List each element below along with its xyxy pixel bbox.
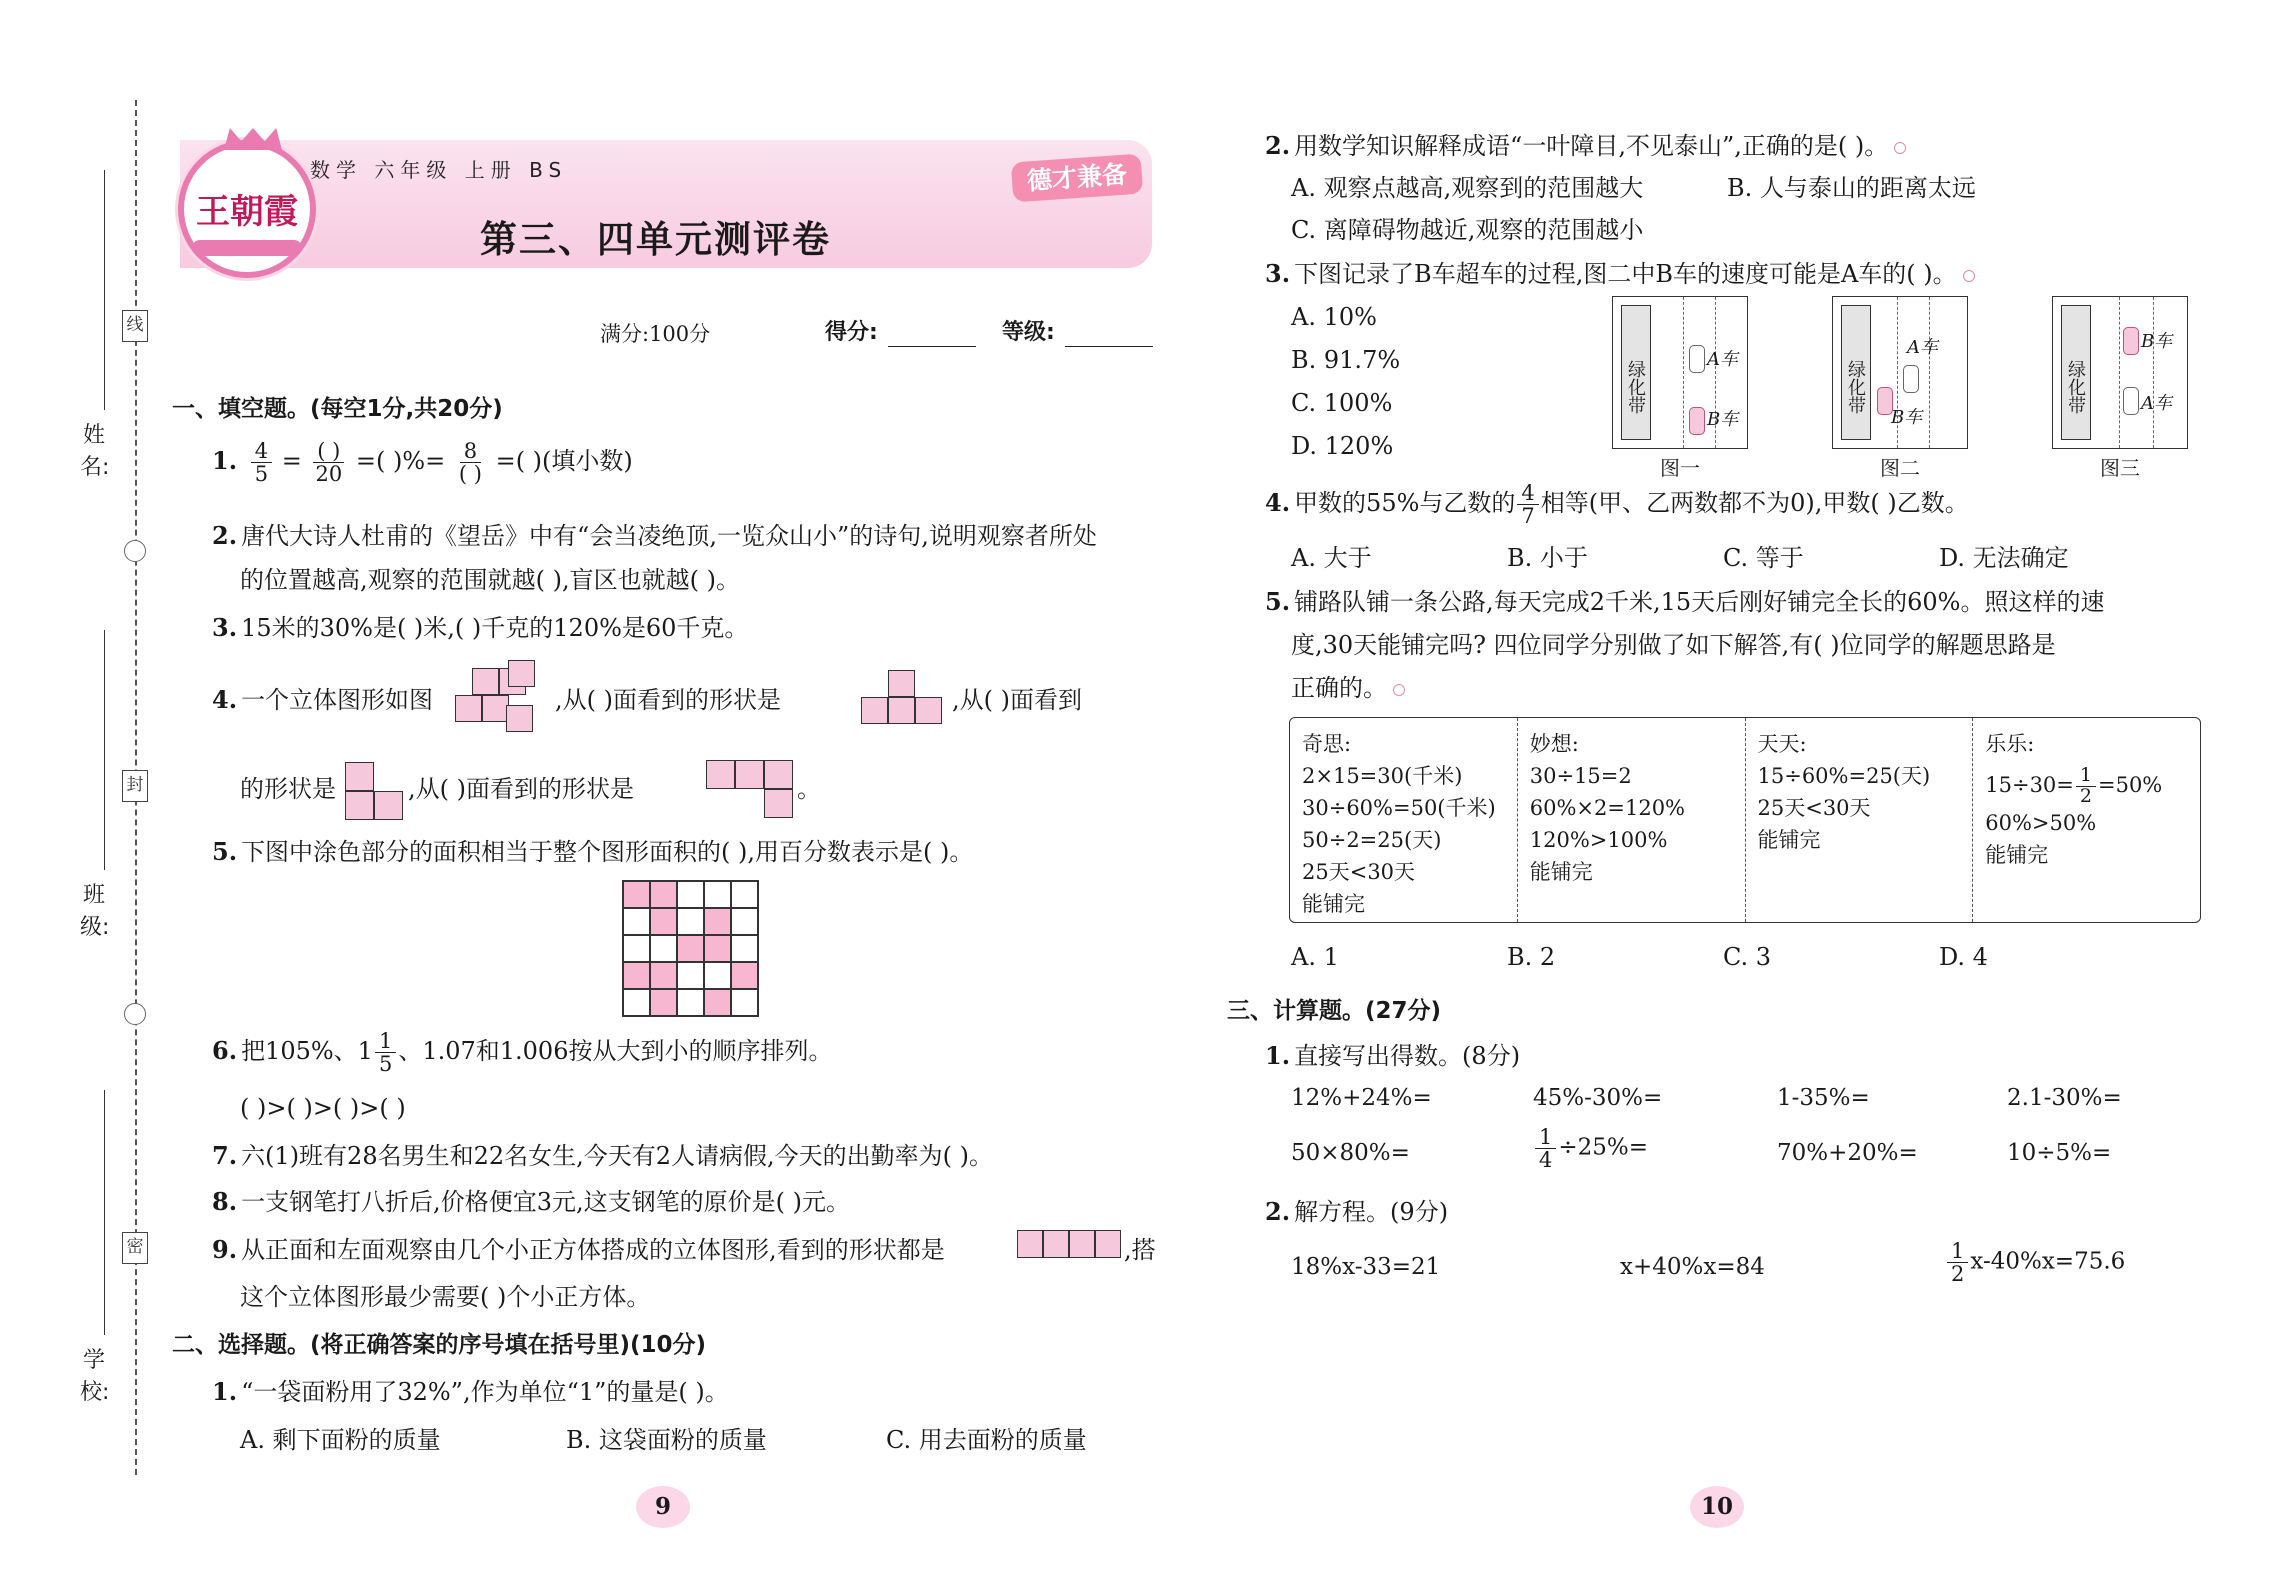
q1-4-part-f: 。 (797, 775, 821, 803)
grid-cell (704, 989, 731, 1016)
school-label: 学 校: (80, 1348, 110, 1405)
page-title: 第三、四单元测评卷 (480, 218, 831, 261)
q2-5-option-d[interactable]: D. 4 (1939, 943, 1988, 971)
calc-6: $\frac{1}{4}$ ÷25%= (1533, 1126, 1648, 1171)
green-belt: 绿化带 (1841, 305, 1871, 440)
brand-logo (178, 140, 316, 278)
shaded-grid (622, 880, 759, 1017)
q2-1-option-c[interactable]: C. 用去面粉的质量 (886, 1426, 1087, 1454)
crown-icon (224, 128, 282, 150)
q2-1: 1. “一袋面粉用了32%”,作为单位“1”的量是( )。 (212, 1377, 729, 1406)
q2-4-option-d[interactable]: D. 无法确定 (1939, 544, 2069, 572)
calc-8: 10÷5%= (2007, 1140, 2112, 1166)
full-score: 满分:100分 (600, 322, 711, 346)
binding-mark-seal: 封 (122, 770, 148, 802)
calc-7: 70%+20%= (1777, 1140, 1918, 1166)
section2-title: 二、选择题。(将正确答案的序号填在括号里)(10分) (172, 1332, 707, 1358)
grid-cell (677, 908, 704, 935)
q2-4: 4. 甲数的55%与乙数的 $\frac{4}{7}$ 相等(甲、乙两数都不为0),甲数( )乙数。 (1265, 481, 1969, 529)
pin-icon (1963, 270, 1975, 282)
q3-1: 1. 直接写出得数。(8分) (1265, 1041, 1521, 1070)
grade-field[interactable] (1065, 346, 1153, 347)
q1-4-part-d: 的形状是 (240, 775, 336, 803)
calc-2: 45%-30%= (1533, 1085, 1663, 1111)
grid-cell (677, 962, 704, 989)
q1-6-order: ( )>( )>( )>( ) (240, 1094, 406, 1122)
q2-3-option-b[interactable]: B. 91.7% (1291, 346, 1401, 374)
grid-cell (650, 989, 677, 1016)
q2-2: 2. 用数学知识解释成语“一叶障目,不见泰山”,正确的是( )。 (1265, 132, 1906, 161)
figure-2: 绿化带 A车 B车 (1832, 296, 1968, 449)
solutions-table (1289, 717, 2201, 923)
q1-3: 3. 15米的30%是( )米,( )千克的120%是60千克。 (212, 613, 749, 642)
grid-cell (650, 908, 677, 935)
pin-icon (1894, 142, 1906, 154)
grid-cell (623, 962, 650, 989)
score-label: 得分: (825, 320, 878, 345)
page-number-left: 9 (636, 1486, 690, 1528)
q1-5: 5. 下图中涂色部分的面积相当于整个图形面积的( ),用百分数表示是( )。 (212, 837, 974, 866)
q1-9-line2: 这个立体图形最少需要( )个小正方体。 (240, 1283, 651, 1311)
grid-cell (731, 989, 758, 1016)
figure-2-caption: 图二 (1880, 456, 1920, 480)
equation-3: $\frac{1}{2}$ x-40%x=75.6 (1945, 1240, 2125, 1285)
q1-2: 2. 唐代大诗人杜甫的《望岳》中有“会当凌绝顶,一览众山小”的诗句,说明观察者所处 (212, 521, 1097, 550)
q2-5-option-a[interactable]: A. 1 (1291, 943, 1339, 971)
q2-2-option-c[interactable]: C. 离障碍物越近,观察的范围越小 (1291, 216, 1644, 244)
car-b-icon (1689, 407, 1705, 435)
score-field[interactable] (888, 346, 976, 347)
grid-cell (650, 962, 677, 989)
grid-cell (623, 908, 650, 935)
grid-cell (731, 935, 758, 962)
section3-title: 三、计算题。(27分) (1227, 998, 1442, 1024)
motto-badge: 德才兼备 (1011, 154, 1143, 203)
q2-4-option-b[interactable]: B. 小于 (1507, 544, 1588, 572)
grid-cell (731, 908, 758, 935)
green-belt: 绿化带 (2061, 305, 2091, 440)
q2-5-line2: 度,30天能铺完吗? 四位同学分别做了如下解答,有( )位同学的解题思路是 (1291, 631, 2056, 659)
grade-label: 等级: (1002, 320, 1055, 345)
name-label: 姓 名: (80, 423, 110, 480)
calc-3: 1-35%= (1777, 1085, 1870, 1111)
grid-cell (650, 935, 677, 962)
q1-4-part-c: ,从( )面看到 (952, 686, 1082, 714)
section1-title: 一、填空题。(每空1分,共20分) (172, 396, 503, 422)
page-number-right: 10 (1690, 1486, 1744, 1528)
q1-7: 7. 六(1)班有28名男生和22名女生,今天有2人请病假,今天的出勤率为( )。 (212, 1141, 994, 1170)
q2-4-option-a[interactable]: A. 大于 (1291, 544, 1372, 572)
green-belt: 绿化带 (1621, 305, 1651, 440)
grid-cell (677, 881, 704, 908)
q2-3-option-a[interactable]: A. 10% (1291, 303, 1377, 331)
q1-8: 8. 一支钢笔打八折后,价格便宜3元,这支钢笔的原价是( )元。 (212, 1187, 850, 1216)
q1-6: 6. 把105%、1 $\frac{1}{5}$ 、1.07和1.006按从大到小的顺序排列。 (212, 1029, 833, 1077)
calc-4: 2.1-30%= (2007, 1085, 2122, 1111)
car-a-icon (1903, 365, 1919, 393)
pin-icon (1393, 684, 1405, 696)
equation-1: 18%x-33=21 (1291, 1254, 1441, 1280)
binding-hole (124, 540, 146, 562)
grid-cell (677, 989, 704, 1016)
class-field[interactable] (104, 630, 105, 870)
grid-cell (623, 989, 650, 1016)
logo-text: 王朝霞 (196, 192, 298, 232)
fraction: $\frac{8}{( )}$ (458, 439, 482, 487)
name-field[interactable] (104, 170, 105, 410)
grid-cell (704, 881, 731, 908)
binding-mark-line: 线 (122, 310, 148, 342)
q1-9-tail: ,搭 (1124, 1236, 1156, 1264)
figure-3-caption: 图三 (2100, 456, 2140, 480)
figure-1-caption: 图一 (1660, 456, 1700, 480)
grid-cell (704, 935, 731, 962)
class-label: 班 级: (80, 883, 110, 940)
grid-cell (704, 908, 731, 935)
calc-1: 12%+24%= (1291, 1085, 1432, 1111)
q1-9: 9. 从正面和左面观察由几个小正方体搭成的立体图形,看到的形状都是 (212, 1235, 945, 1264)
subject-line: 数学 六年级 上册 BS (310, 158, 568, 182)
solution-qisi: 奇思: 2×15=30(千米) 30÷60%=50(千米) 50÷2=25(天) 25天<30天 能铺完 (1302, 732, 1496, 916)
car-a-icon (1689, 345, 1705, 373)
grid-cell (677, 935, 704, 962)
q2-2-option-a[interactable]: A. 观察点越高,观察到的范围越大 (1291, 174, 1644, 202)
binding-hole (124, 1003, 146, 1025)
q2-5-option-c[interactable]: C. 3 (1723, 943, 1772, 971)
q1-2-line2: 的位置越高,观察的范围就越( ),盲区也就越( )。 (240, 566, 740, 594)
car-b-icon (2123, 327, 2139, 355)
q1-1: 1. $\frac{4}{5}$ = $\frac{( )}{20}$ =( )%= $\frac{8}{( )}$ =( )(填小数) (212, 439, 633, 487)
fraction: $\frac{( )}{20}$ (311, 440, 346, 485)
q1-4-part-b: ,从( )面看到的形状是 (555, 686, 781, 714)
logo-ribbon (192, 240, 302, 256)
grid-cell (731, 881, 758, 908)
fraction: $\frac{1}{5}$ (375, 1030, 396, 1075)
fraction: $\frac{4}{5}$ (251, 440, 272, 485)
solution-lele: 乐乐: 15÷30= $\frac{1}{2}$ =50% 60%>50% 能铺完 (1972, 718, 2200, 922)
q2-5: 5. 铺路队铺一条公路,每天完成2千米,15天后刚好铺完全长的60%。照这样的速 (1265, 587, 2105, 616)
q2-1-option-b[interactable]: B. 这袋面粉的质量 (566, 1426, 767, 1454)
grid-cell (623, 935, 650, 962)
q3-2: 2. 解方程。(9分) (1265, 1197, 1449, 1226)
grid-cell (623, 881, 650, 908)
calc-5: 50×80%= (1291, 1140, 1410, 1166)
q2-5-option-b[interactable]: B. 2 (1507, 943, 1556, 971)
solution-miaoxiang: 妙想: 30÷15=2 60%×2=120% 120%>100% 能铺完 (1517, 718, 1745, 922)
grid-cell (704, 962, 731, 989)
q2-4-option-c[interactable]: C. 等于 (1723, 544, 1804, 572)
grid-cell (650, 881, 677, 908)
q2-5-line3: 正确的。 (1291, 674, 1405, 703)
binding-mark-secret: 密 (122, 1232, 148, 1264)
q2-3: 3. 下图记录了B车超车的过程,图二中B车的速度可能是A车的( )。 (1265, 260, 1975, 289)
solution-tiantian: 天天: 15÷60%=25(天) 25天<30天 能铺完 (1745, 718, 1973, 922)
school-field[interactable] (104, 1090, 105, 1335)
q1-4: 4. 一个立体图形如图 (212, 685, 434, 714)
figure-3: 绿化带 B车 A车 (2052, 296, 2188, 449)
fraction: $\frac{4}{7}$ (1517, 482, 1538, 527)
q2-1-option-a[interactable]: A. 剩下面粉的质量 (240, 1426, 441, 1454)
q2-3-option-c[interactable]: C. 100% (1291, 389, 1393, 417)
equation-2: x+40%x=84 (1620, 1254, 1765, 1280)
figure-1: 绿化带 A车 B车 (1612, 296, 1748, 449)
grid-cell (731, 962, 758, 989)
car-a-icon (2123, 387, 2139, 415)
q2-3-option-d[interactable]: D. 120% (1291, 432, 1394, 460)
q2-2-option-b[interactable]: B. 人与泰山的距离太远 (1727, 174, 1976, 202)
q1-4-part-e: ,从( )面看到的形状是 (408, 775, 634, 803)
